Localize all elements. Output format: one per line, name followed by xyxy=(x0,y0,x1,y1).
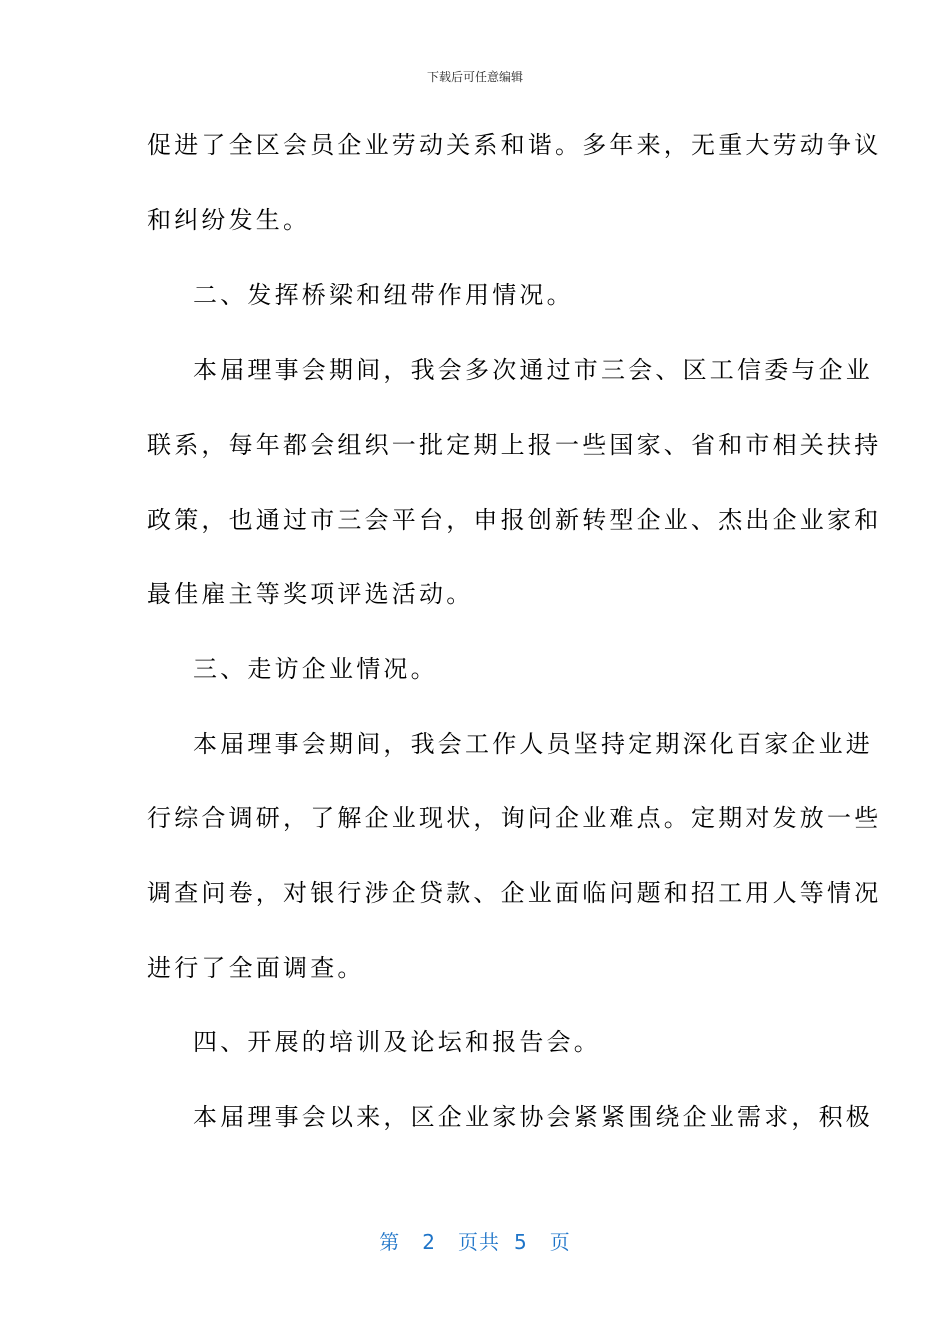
body-line: 本届理事会期间，我会工作人员坚持定期深化百家企业进 xyxy=(193,730,873,758)
section-heading: 三、走访企业情况。 xyxy=(193,655,438,683)
footer-total-pages: 5 xyxy=(514,1230,528,1254)
body-line: 和纠纷发生。 xyxy=(147,206,311,234)
section-heading: 二、发挥桥梁和纽带作用情况。 xyxy=(193,281,574,309)
body-line: 联系，每年都会组织一批定期上报一些国家、省和市相关扶持 xyxy=(147,431,882,459)
body-line: 进行了全面调查。 xyxy=(147,954,365,982)
body-line: 政策，也通过市三会平台，申报创新转型企业、杰出企业家和 xyxy=(147,506,882,534)
page-footer xyxy=(0,1226,950,1255)
body-line: 促进了全区会员企业劳动关系和谐。多年来，无重大劳动争议 xyxy=(147,131,882,159)
footer-prefix: 第 xyxy=(379,1230,401,1254)
body-line: 行综合调研，了解企业现状，询问企业难点。定期对发放一些 xyxy=(147,804,882,832)
body-line: 本届理事会期间，我会多次通过市三会、区工信委与企业 xyxy=(193,356,873,384)
footer-middle: 页共 xyxy=(458,1230,500,1254)
page-header-note: 下载后可任意编辑 xyxy=(426,70,523,84)
body-line: 最佳雇主等奖项评选活动。 xyxy=(147,580,474,608)
body-line: 本届理事会以来，区企业家协会紧紧围绕企业需求，积极 xyxy=(193,1103,873,1131)
footer-current-page: 2 xyxy=(422,1230,436,1254)
section-heading: 四、开展的培训及论坛和报告会。 xyxy=(193,1028,601,1056)
body-line: 调查问卷，对银行涉企贷款、企业面临问题和招工用人等情况 xyxy=(147,879,882,907)
footer-suffix: 页 xyxy=(549,1230,571,1254)
